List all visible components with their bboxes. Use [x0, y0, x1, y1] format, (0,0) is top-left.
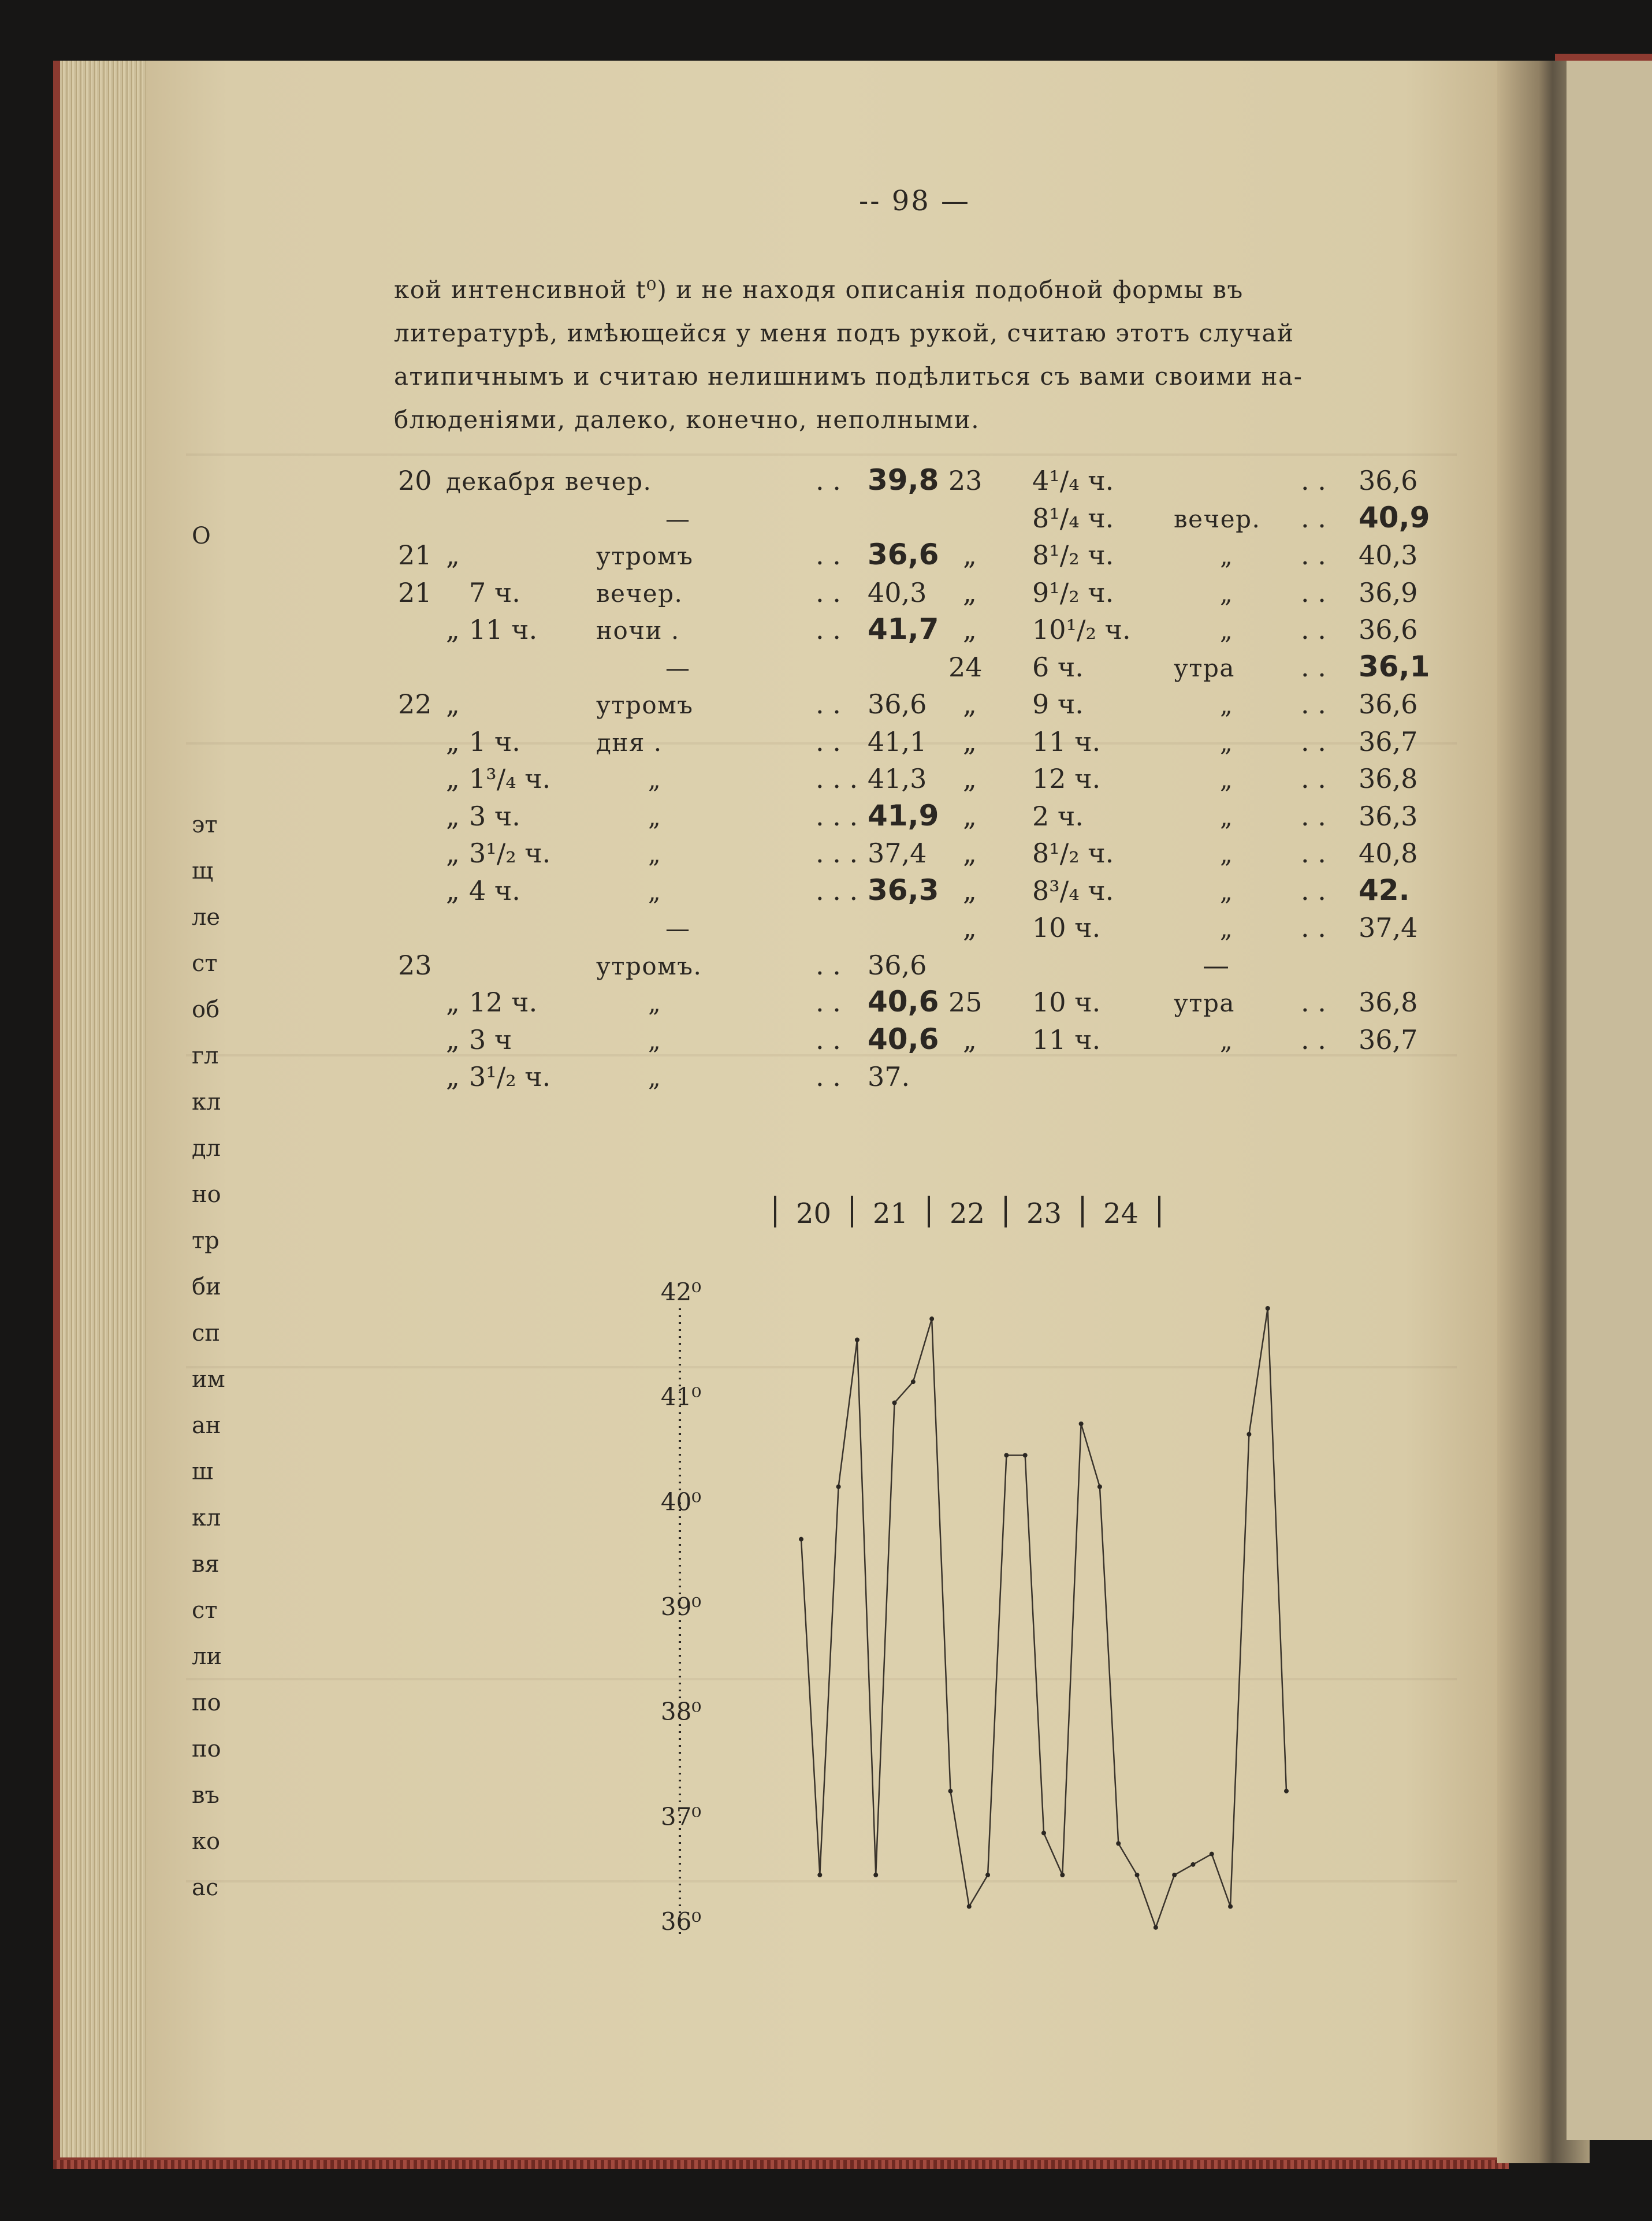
temperature-point	[873, 1873, 878, 1877]
row-dots: . .	[816, 689, 841, 720]
row-dots: . .	[816, 1061, 841, 1092]
row-day: 22	[398, 689, 432, 720]
temperature-point	[1247, 1432, 1251, 1437]
row-label: „	[1220, 877, 1234, 906]
row-label: „	[1220, 542, 1234, 570]
temperature-chart	[146, 61, 1515, 2157]
y-tick-label: 41⁰	[660, 1382, 702, 1411]
row-label: „	[1220, 840, 1234, 868]
row-value: 40,3	[1359, 540, 1418, 571]
right-page-fragment: им	[192, 1366, 225, 1393]
row-value: 41,9	[868, 798, 939, 832]
row-day: „	[963, 576, 977, 608]
row-hour: 8³/₄ ч.	[1032, 875, 1114, 906]
row-hour: 3¹/₂ ч.	[469, 838, 551, 869]
row-dots: . . .	[816, 875, 858, 906]
right-page-fragment: ле	[192, 904, 221, 931]
right-page-fragment: но	[192, 1181, 221, 1208]
row-day: 21	[398, 540, 432, 571]
row-hour: 3 ч.	[469, 800, 520, 832]
row-label: „	[1220, 616, 1234, 645]
row-value: 37.	[868, 1061, 910, 1092]
row-label: „	[648, 765, 662, 794]
row-value: 36,1	[1359, 649, 1430, 683]
row-hour: 6 ч.	[1032, 651, 1084, 683]
row-hour: 10 ч.	[1032, 912, 1101, 943]
row-label: утра	[1174, 989, 1235, 1017]
right-page-fragment: ст	[192, 1597, 218, 1624]
temperature-point	[1097, 1485, 1102, 1489]
row-hour: 3 ч	[469, 1024, 512, 1055]
row-value: 36,8	[1359, 763, 1418, 794]
day-label: 23	[1026, 1197, 1062, 1230]
row-dots: . . .	[816, 800, 858, 832]
row-hour: 1³/₄ ч.	[469, 763, 551, 794]
row-ditto: „	[446, 763, 460, 794]
row-ditto: „	[446, 1061, 460, 1092]
right-page-fragment: тр	[192, 1227, 219, 1254]
right-page-fragment: О	[192, 523, 211, 549]
row-dots: . .	[1301, 800, 1326, 832]
temperature-point	[892, 1401, 897, 1405]
row-label: дня .	[596, 728, 663, 757]
temperature-point	[1210, 1852, 1214, 1857]
row-dots: . .	[816, 614, 841, 645]
row-label: „	[648, 802, 662, 831]
day-label: 21	[872, 1197, 909, 1230]
row-hour: 8¹/₄ ч.	[1032, 502, 1114, 534]
row-value: 36,6	[1359, 465, 1418, 496]
row-hour: 2 ч.	[1032, 800, 1084, 832]
row-value: 40,3	[868, 576, 927, 608]
row-label: вечер.	[596, 579, 683, 608]
right-page-fragment: кл	[192, 1089, 221, 1115]
temperature-point	[1284, 1789, 1289, 1794]
page-number: -- 98 —	[859, 185, 971, 217]
book	[53, 61, 1652, 2169]
row-dots: . .	[1301, 689, 1326, 720]
right-page-fragment: дл	[192, 1135, 221, 1162]
row-dots: . .	[1301, 987, 1326, 1018]
right-page-fragment: кл	[192, 1505, 221, 1531]
right-page-fragment: вя	[192, 1551, 219, 1578]
right-page-fragment: сп	[192, 1320, 221, 1346]
row-dots: . .	[1301, 763, 1326, 794]
row-value: 36,6	[1359, 614, 1418, 645]
row-ditto: „	[446, 689, 460, 720]
temperature-point	[929, 1316, 934, 1321]
right-page-fragment: ко	[192, 1828, 221, 1855]
temperature-point	[1041, 1831, 1046, 1835]
right-page-fragment: по	[192, 1690, 221, 1716]
row-label: утромъ.	[596, 951, 702, 980]
row-value: 39,8	[868, 463, 939, 497]
row-value: 36,6	[868, 538, 939, 571]
row-dots: . .	[1301, 465, 1326, 496]
y-tick-label: 42⁰	[660, 1278, 702, 1306]
right-page-fragment: ан	[192, 1412, 221, 1439]
row-dots: . .	[816, 1024, 841, 1055]
row-value: 36,9	[1359, 576, 1418, 608]
right-page-fragment: ш	[192, 1459, 214, 1485]
row-value: 36,3	[1359, 800, 1418, 832]
row-dots: . .	[816, 465, 841, 496]
y-tick-label: 39⁰	[660, 1593, 702, 1621]
chart-y-axis	[661, 1278, 701, 1938]
row-label: „	[648, 1063, 662, 1092]
row-ditto: „	[446, 838, 460, 869]
row-hour: 4 ч.	[469, 875, 520, 906]
row-hour: 11 ч.	[1032, 726, 1101, 757]
row-hour: 10 ч.	[1032, 987, 1101, 1018]
chart-day-header	[775, 1196, 1159, 1230]
row-label: —	[665, 504, 691, 533]
temperature-point	[1154, 1925, 1158, 1930]
row-dots: . .	[1301, 576, 1326, 608]
page-edges	[60, 61, 147, 2157]
temperature-point	[1004, 1453, 1009, 1457]
row-day: „	[963, 875, 977, 906]
right-page-fragment: гл	[192, 1043, 219, 1069]
row-label: утромъ	[596, 691, 694, 719]
temperature-point	[855, 1338, 860, 1342]
row-ditto: „	[446, 1024, 460, 1055]
temperature-point	[1116, 1841, 1121, 1846]
paragraph-line: блюденіями, далеко, конечно, неполными.	[394, 405, 980, 434]
row-day: „	[963, 689, 977, 720]
temperature-point	[1135, 1873, 1140, 1877]
row-hour: 9¹/₂ ч.	[1032, 576, 1114, 608]
row-hour: 10¹/₂ ч.	[1032, 614, 1131, 645]
right-page-fragment: ас	[192, 1874, 219, 1901]
row-label: „	[648, 989, 662, 1017]
row-hour: 8¹/₂ ч.	[1032, 540, 1114, 571]
row-ditto: „	[446, 800, 460, 832]
row-hour: 9 ч.	[1032, 689, 1084, 720]
row-label: „	[1220, 691, 1234, 719]
row-day: „	[963, 726, 977, 757]
y-tick-label: 36⁰	[660, 1907, 702, 1936]
row-value: 36,6	[868, 689, 927, 720]
row-label: „	[1220, 728, 1234, 757]
row-label: „	[1220, 765, 1234, 794]
temperature-point	[1079, 1422, 1084, 1426]
row-label: „	[1220, 579, 1234, 608]
row-day: 23	[948, 465, 983, 496]
row-value: 36,6	[868, 949, 927, 981]
temperature-point	[1060, 1873, 1065, 1877]
row-label: „	[648, 840, 662, 868]
y-tick-label: 37⁰	[660, 1802, 702, 1831]
temperature-point	[1228, 1904, 1233, 1909]
row-day: 20	[398, 465, 432, 496]
row-dots: . .	[1301, 651, 1326, 683]
row-dots: . .	[816, 726, 841, 757]
y-tick-label: 40⁰	[660, 1487, 702, 1516]
row-value: 40,9	[1359, 500, 1430, 534]
right-page-fragment: щ	[192, 858, 214, 884]
row-label: утромъ	[596, 542, 694, 570]
row-ditto: „	[446, 987, 460, 1018]
row-dots: . .	[1301, 614, 1326, 645]
paragraph-line: кой интенсивной t⁰) и не находя описанія подобной формы въ	[394, 276, 1244, 304]
row-dots: . .	[816, 987, 841, 1018]
row-dots: . .	[1301, 912, 1326, 943]
row-value: 40,6	[868, 1022, 939, 1056]
row-value: 40,8	[1359, 838, 1418, 869]
day-label: 20	[795, 1197, 832, 1230]
paragraph-line: литературѣ, имѣющейся у меня подъ рукой, считаю этотъ случай	[394, 319, 1294, 347]
day-label: 24	[1103, 1197, 1139, 1230]
row-hour: 12 ч.	[1032, 763, 1101, 794]
row-ditto: „	[446, 540, 460, 571]
right-page-fragment: эт	[192, 812, 218, 838]
row-hour: —	[1203, 949, 1229, 981]
row-dots: . . .	[816, 838, 858, 869]
row-label: вечер.	[1174, 504, 1261, 533]
row-dots: . .	[1301, 502, 1326, 534]
row-hour: 7 ч.	[469, 576, 520, 608]
row-day: „	[963, 763, 977, 794]
row-day: „	[963, 614, 977, 645]
row-hour: 8¹/₂ ч.	[1032, 838, 1114, 869]
row-day: 24	[948, 651, 983, 683]
temperature-point	[1023, 1453, 1028, 1457]
row-value: 36,3	[868, 873, 939, 907]
right-page-fragment: би	[192, 1274, 221, 1300]
row-dots: . .	[816, 576, 841, 608]
row-hour: 1 ч.	[469, 726, 520, 757]
row-value: 40,6	[868, 985, 939, 1018]
row-day: „	[963, 838, 977, 869]
row-value: 36,6	[1359, 689, 1418, 720]
temperature-point	[799, 1537, 803, 1542]
row-dots: . .	[1301, 875, 1326, 906]
row-label: „	[648, 1026, 662, 1055]
row-day: 23	[398, 949, 432, 981]
row-dots: . .	[816, 949, 841, 981]
temperature-point	[967, 1904, 972, 1909]
day-label: 22	[949, 1197, 985, 1230]
chart-series-line	[799, 1306, 1289, 1930]
row-dots: . . .	[816, 763, 858, 794]
right-page-fragment: ли	[192, 1643, 222, 1670]
row-day: „	[963, 912, 977, 943]
row-hour: 3¹/₂ ч.	[469, 1061, 551, 1092]
row-label: —	[665, 914, 691, 943]
row-value: 41,1	[868, 726, 927, 757]
row-value: 36,7	[1359, 1024, 1418, 1055]
row-day: 25	[948, 987, 983, 1018]
temperature-point	[948, 1789, 952, 1794]
row-label: „	[1220, 1026, 1234, 1055]
temperature-point	[1266, 1306, 1270, 1311]
right-page-fragment: ст	[192, 950, 218, 977]
row-label: „	[648, 877, 662, 906]
row-ditto: „	[446, 875, 460, 906]
row-ditto: „	[446, 614, 460, 645]
row-day: „	[963, 800, 977, 832]
row-hour: 4¹/₄ ч.	[1032, 465, 1114, 496]
row-day: „	[963, 540, 977, 571]
row-hour: 12 ч.	[469, 987, 538, 1018]
row-value: 37,4	[868, 838, 927, 869]
paragraph-line: атипичнымъ и считаю нелишнимъ подѣлиться съ вами своими на-	[394, 362, 1303, 390]
row-label: утра	[1174, 653, 1235, 682]
temperature-point	[911, 1379, 916, 1384]
temperature-point	[836, 1485, 841, 1489]
row-value: 36,8	[1359, 987, 1418, 1018]
row-day: „	[963, 1024, 977, 1055]
row-value: 41,7	[868, 612, 939, 646]
row-label: —	[665, 653, 691, 682]
left-page	[146, 61, 1515, 2157]
right-page-fragment: по	[192, 1736, 221, 1762]
row-ditto: „	[446, 726, 460, 757]
row-dots: . .	[1301, 1024, 1326, 1055]
row-dots: . .	[1301, 726, 1326, 757]
y-tick-label: 38⁰	[660, 1697, 702, 1726]
row-value: 41,3	[868, 763, 927, 794]
row-label: ночи .	[596, 616, 680, 645]
row-label: декабря вечер.	[446, 467, 652, 496]
temperature-point	[1172, 1873, 1177, 1877]
temperature-point	[1190, 1862, 1195, 1867]
row-hour: 11 ч.	[469, 614, 538, 645]
row-dots: . .	[1301, 540, 1326, 571]
row-hour: 11 ч.	[1032, 1024, 1101, 1055]
row-day: 21	[398, 576, 432, 608]
temperature-point	[817, 1873, 822, 1877]
row-dots: . .	[816, 540, 841, 571]
row-label: „	[1220, 802, 1234, 831]
temperature-point	[985, 1873, 990, 1877]
row-label: „	[1220, 914, 1234, 943]
row-dots: . .	[1301, 838, 1326, 869]
right-page-fragment: въ	[192, 1782, 219, 1809]
row-value: 36,7	[1359, 726, 1418, 757]
row-value: 42.	[1359, 873, 1410, 907]
row-value: 37,4	[1359, 912, 1418, 943]
right-page-fragment: об	[192, 996, 220, 1023]
